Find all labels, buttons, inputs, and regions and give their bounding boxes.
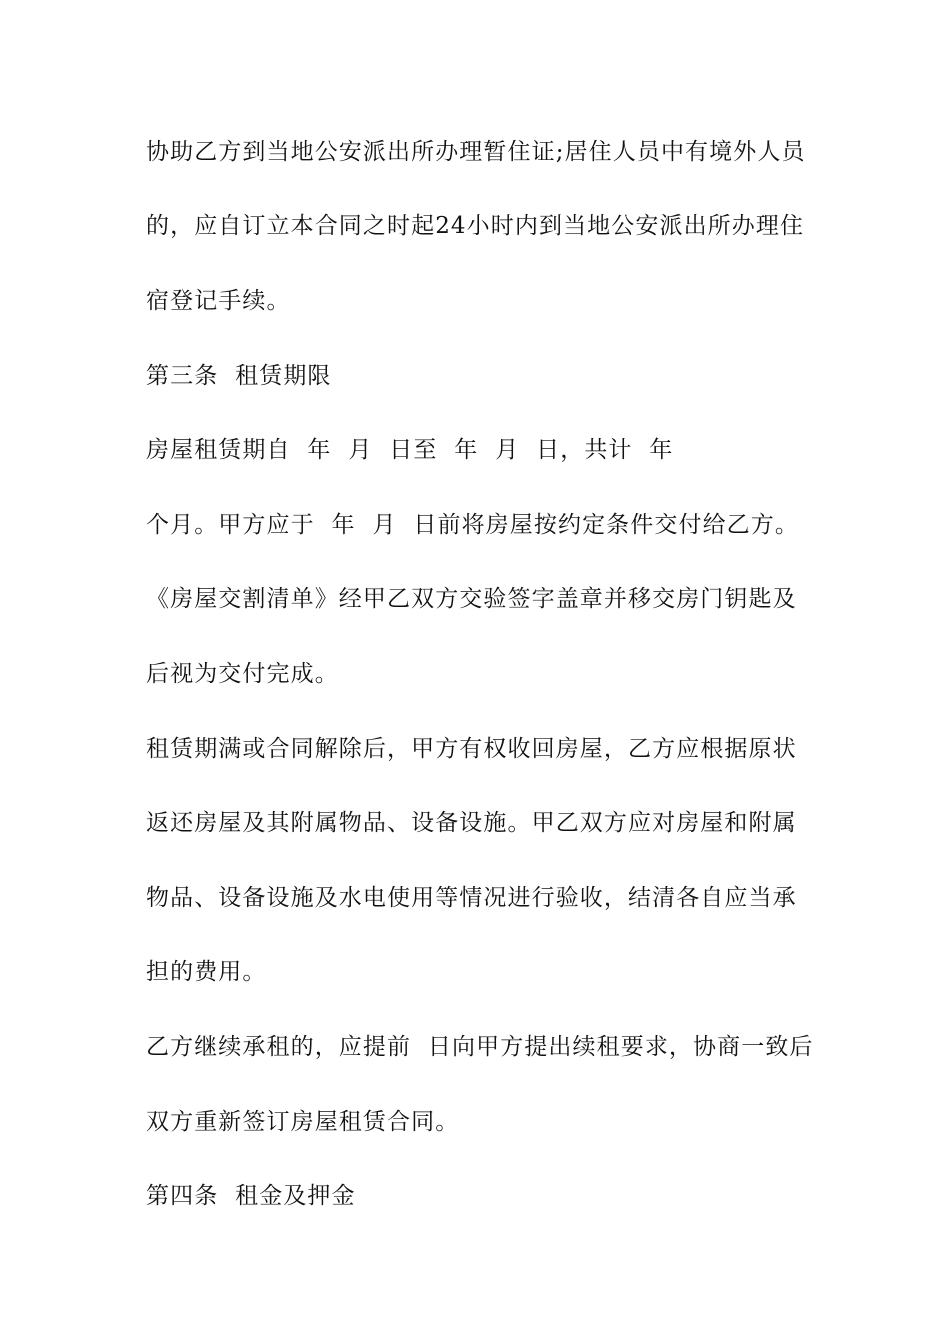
body-text-line: 《房屋交割清单》经甲乙双方交验签字盖章并移交房门钥匙及 <box>146 586 797 612</box>
body-text-line: 担的费用。 <box>146 959 267 985</box>
section-heading: 第四条 租金及押金 <box>146 1183 356 1209</box>
body-text-line: 宿登记手续。 <box>146 288 291 314</box>
body-text-line: 协助乙方到当地公安派出所办理暂住证;居住人员中有境外人员 <box>146 139 806 165</box>
body-text-line: 后视为交付完成。 <box>146 661 339 687</box>
body-text-line: 返还房屋及其附属物品、设备设施。甲乙双方应对房屋和附属 <box>146 810 797 836</box>
body-text-line: 乙方继续承租的，应提前 日向甲方提出续租要求，协商一致后 <box>146 1034 814 1060</box>
body-text-line: 房屋租赁期自 年 月 日至 年 月 日，共计 年 <box>146 437 674 463</box>
body-text-line: 租赁期满或合同解除后，甲方有权收回房屋，乙方应根据原状 <box>146 736 797 762</box>
body-text-line: 个月。甲方应于 年 月 日前将房屋按约定条件交付给乙方。 <box>146 512 799 538</box>
body-text-line: 物品、设备设施及水电使用等情况进行验收，结清各自应当承 <box>146 885 797 911</box>
body-text-line: 的，应自订立本合同之时起24小时内到当地公安派出所办理住 <box>146 213 805 239</box>
section-heading: 第三条 租赁期限 <box>146 363 332 389</box>
body-text-line: 双方重新签订房屋租赁合同。 <box>146 1109 460 1135</box>
